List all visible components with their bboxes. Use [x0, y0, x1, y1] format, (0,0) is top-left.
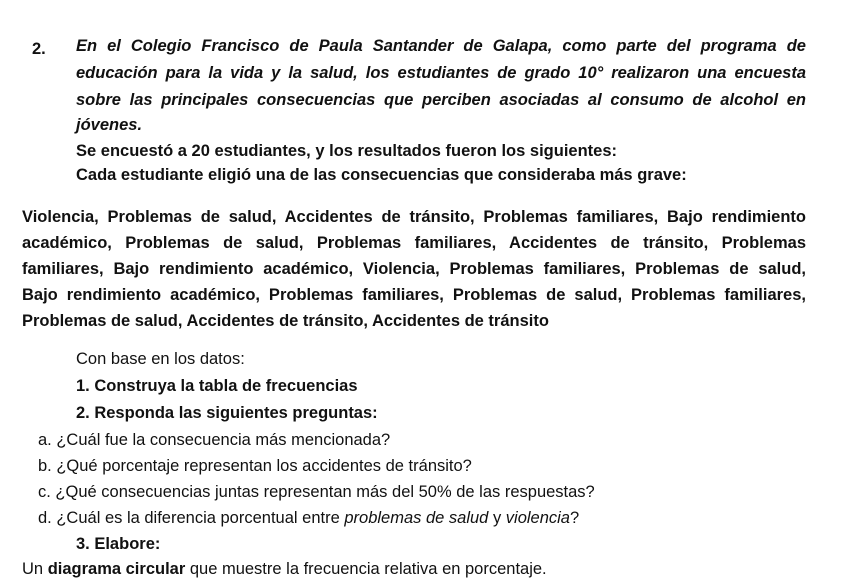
question-d-term-health: problemas de salud [344, 509, 489, 527]
question-d-term-violence: violencia [505, 509, 570, 527]
final-suffix: que muestre la frecuencia relativa en porcentaje. [185, 560, 547, 578]
final-prefix: Un [22, 560, 48, 578]
intro-line-4: jóvenes. [76, 116, 143, 134]
task-2: 2. Responda las siguientes preguntas: [76, 404, 378, 422]
final-bold-term: diagrama circular [47, 560, 186, 578]
intro-line-2: educación para la vida y la salud, los estudiantes de grado 10° realizaron una encuesta [76, 64, 806, 82]
intro-line-3: sobre las principales consecuencias que perciben asociadas al consumo de alcohol en [76, 91, 806, 109]
final-instruction [22, 558, 547, 580]
responses-line-5: Problemas de salud, Accidentes de tránsito, Accidentes de tránsito [22, 312, 549, 330]
responses-line-2: académico, Problemas de salud, Problemas familiares, Accidentes de tránsito, Problemas [22, 234, 806, 252]
responses-line-3: familiares, Bajo rendimiento académico, Violencia, Problemas familiares, Problemas de salud, [22, 260, 806, 278]
question-d-suffix: ? [570, 509, 580, 527]
question-d-prefix: d. ¿Cuál es la diferencia porcentual entre [38, 509, 345, 527]
intro-line-1: En el Colegio Francisco de Paula Santander de Galapa, como parte del programa de [76, 37, 806, 55]
question-d-mid: y [488, 509, 506, 527]
question-a: a. ¿Cuál fue la consecuencia más mencionada? [38, 431, 391, 449]
responses-line-4: Bajo rendimiento académico, Problemas familiares, Problemas de salud, Problemas familiares, [22, 286, 806, 304]
question-number: 2. [32, 40, 46, 58]
question-c: c. ¿Qué consecuencias juntas representan más del 50% de las respuestas? [38, 483, 595, 501]
question-b: b. ¿Qué porcentaje representan los accidentes de tránsito? [38, 457, 472, 475]
responses-line-1: Violencia, Problemas de salud, Accidentes de tránsito, Problemas familiares, Bajo rendimiento [22, 208, 806, 226]
task-3: 3. Elabore: [76, 535, 161, 553]
choice-line: Cada estudiante eligió una de las consecuencias que consideraba más grave: [76, 166, 687, 184]
question-d [38, 507, 579, 529]
based-on-text: Con base en los datos: [76, 350, 245, 368]
task-1: 1. Construya la tabla de frecuencias [76, 377, 358, 395]
survey-line: Se encuestó a 20 estudiantes, y los resultados fueron los siguientes: [76, 142, 617, 160]
